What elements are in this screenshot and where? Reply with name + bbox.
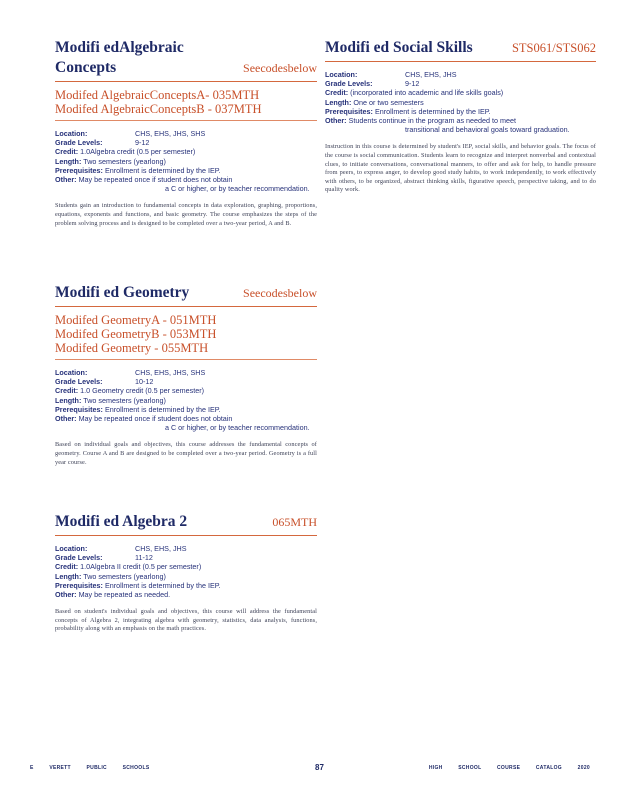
other-value: May be repeated once if student does not obtain xyxy=(78,414,233,424)
length-value: Two semesters (yearlong) xyxy=(83,395,166,405)
algebraic-description: Students gain an introduction to fundamental concepts in data exploration, graphing, proportions, equations, exponents and functions, and basic geometry. The course emphasizes the steps of the problem solving process and is designed to be completed over a two-year period, A and B. xyxy=(55,202,317,227)
divider xyxy=(55,120,317,121)
prerequisites-value: Enrollment is determined by the IEP. xyxy=(374,106,491,116)
algebraic-title-line2: Concepts xyxy=(55,59,117,76)
divider xyxy=(55,535,317,536)
grade-levels-value: 9-12 xyxy=(135,138,150,148)
social-info xyxy=(325,70,596,134)
credit-value: 1.0Algebra II credit (0.5 per semester) xyxy=(80,562,202,572)
prerequisites-value: Enrollment is determined by the IEP. xyxy=(104,580,221,590)
credit-label: Credit: xyxy=(325,88,349,98)
length-label: Length: xyxy=(55,395,82,405)
grade-levels-label: Grade Levels: xyxy=(55,377,103,387)
social-skills-section xyxy=(325,38,596,195)
length-label: Length: xyxy=(325,97,352,107)
other-label: Other: xyxy=(55,590,77,600)
credit-label: Credit: xyxy=(55,386,79,396)
location-value: CHS, EHS, JHS, SHS xyxy=(135,368,206,377)
prerequisites-label: Prerequisites: xyxy=(325,106,373,116)
divider xyxy=(55,359,317,360)
course-code-item: Modifed AlgebraicConceptsA- 035MTH xyxy=(55,88,260,102)
prerequisites-value: Enrollment is determined by the IEP. xyxy=(104,404,221,414)
social-code: STS061/STS062 xyxy=(511,41,596,55)
length-value: Two semesters (yearlong) xyxy=(83,571,166,581)
other-value-continued: a C or higher, or by teacher recommendation. xyxy=(165,423,310,433)
geometry-codes-note: Seecodesbelow xyxy=(243,286,317,300)
algebraic-info xyxy=(55,129,317,193)
grade-levels-label: Grade Levels: xyxy=(55,553,103,563)
grade-levels-label: Grade Levels: xyxy=(55,138,103,148)
length-label: Length: xyxy=(55,156,82,166)
other-label: Other: xyxy=(325,116,347,126)
social-title: Modifi ed Social Skills xyxy=(325,39,473,56)
grade-levels-value: 10-12 xyxy=(135,377,154,387)
algebra2-description: Based on student's individual goals and objectives, this course will address the fundamental concepts of Algebra 2, integrating algebra with geometry, statistics, data analysis, functions, probability along with an emphasis on the math practices. xyxy=(55,608,317,633)
credit-value: (incorporated into academic and life skills goals) xyxy=(350,88,504,98)
other-label: Other: xyxy=(55,175,77,185)
algebra2-title: Modifi ed Algebra 2 xyxy=(55,513,188,530)
geometry-course-list xyxy=(55,313,317,355)
geometry-description: Based on individual goals and objectives, this course addresses the fundamental concepts of geometry. Course A and B are designed to be completed over a two-year period. Geometry is a full year course. xyxy=(55,441,317,466)
prerequisites-label: Prerequisites: xyxy=(55,404,103,414)
location-label: Location: xyxy=(55,129,88,138)
credit-value: 1.0Algebra credit (0.5 per semester) xyxy=(80,147,196,157)
course-code-item: Modifed AlgebraicConceptsB - 037MTH xyxy=(55,102,262,116)
grade-levels-label: Grade Levels: xyxy=(325,79,373,89)
prerequisites-label: Prerequisites: xyxy=(55,165,103,175)
divider xyxy=(55,81,317,82)
other-value: May be repeated once if student does not obtain xyxy=(78,175,233,185)
prerequisites-label: Prerequisites: xyxy=(55,580,103,590)
other-value-continued: transitional and behavioral goals toward graduation. xyxy=(405,125,570,135)
social-description: Instruction in this course is determined by student's IEP, social skills, and behavior goals. The focus of the course is social communication. Students learn to recognize and interpret nonverbal and contextual clues, to initiate conversations, conversational manners, to offer and ask for help, to handle pressure from peers, to express anger, to develop good study habits, to work independently, to work effectively with others, to be organized, abstract thinking skills, figurative speech, perspective taking, and to do quality work. xyxy=(325,143,596,194)
course-code-item: Modifed Geometry - 055MTH xyxy=(55,341,209,355)
algebra2-info xyxy=(55,544,317,599)
divider xyxy=(55,306,317,307)
credit-value: 1.0 Geometry credit (0.5 per semester) xyxy=(80,386,205,396)
location-value: CHS, EHS, JHS, SHS xyxy=(135,129,206,138)
other-value: Students continue in the program as needed to meet xyxy=(348,116,516,126)
course-code-item: Modifed GeometryA - 051MTH xyxy=(55,313,217,327)
geometry-info xyxy=(55,368,317,432)
geometry-title: Modifi ed Geometry xyxy=(55,284,190,301)
algebra2-code: 065MTH xyxy=(272,515,317,529)
length-label: Length: xyxy=(55,571,82,581)
footer-school-name: E VERETT PUBLIC SCHOOLS xyxy=(30,765,150,771)
algebraic-title-line1: Modifi edAlgebraic xyxy=(55,39,184,56)
other-value-continued: a C or higher, or by teacher recommendation. xyxy=(165,184,310,194)
geometry-section xyxy=(55,283,317,467)
footer-catalog-title: HIGH SCHOOL COURSE CATALOG 2020 xyxy=(428,765,590,771)
prerequisites-value: Enrollment is determined by the IEP. xyxy=(104,165,221,175)
length-value: One or two semesters xyxy=(353,97,424,107)
algebraic-concepts-section xyxy=(55,38,317,228)
other-label: Other: xyxy=(55,414,77,424)
credit-label: Credit: xyxy=(55,147,79,157)
algebraic-codes-note: Seecodesbelow xyxy=(243,61,317,75)
algebra2-section xyxy=(55,512,317,634)
page-number: 87 xyxy=(315,763,324,772)
length-value: Two semesters (yearlong) xyxy=(83,156,166,166)
divider xyxy=(325,61,596,62)
algebraic-course-list xyxy=(55,88,317,116)
credit-label: Credit: xyxy=(55,562,79,572)
location-value: CHS, EHS, JHS xyxy=(135,544,187,553)
location-value: CHS, EHS, JHS xyxy=(405,70,457,79)
location-label: Location: xyxy=(55,544,88,553)
location-label: Location: xyxy=(55,368,88,377)
location-label: Location: xyxy=(325,70,358,79)
course-code-item: Modifed GeometryB - 053MTH xyxy=(55,327,217,341)
other-value: May be repeated as needed. xyxy=(78,590,171,600)
grade-levels-value: 11-12 xyxy=(135,553,153,563)
grade-levels-value: 9-12 xyxy=(405,79,420,89)
page-footer xyxy=(30,765,590,777)
